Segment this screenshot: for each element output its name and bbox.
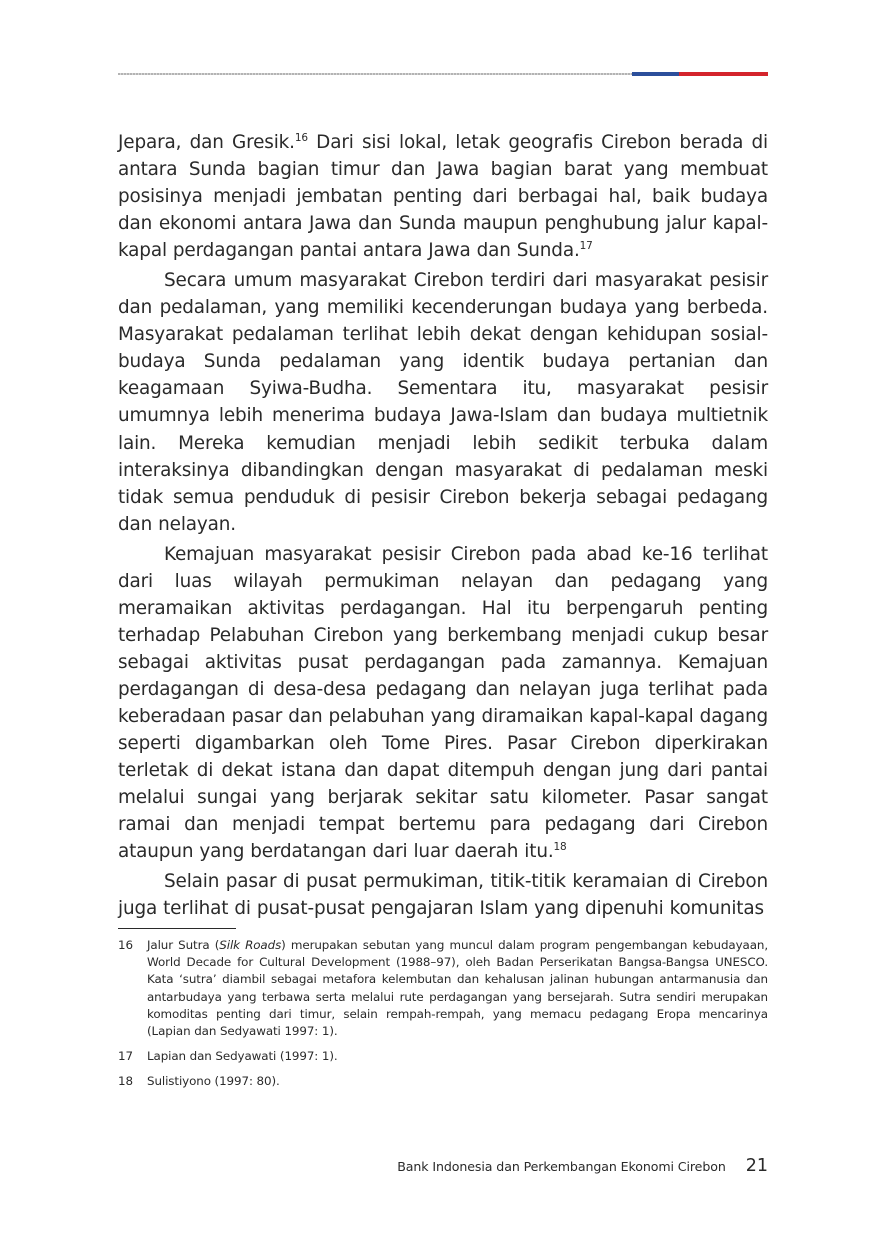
footnote-ref-16[interactable]: 16 <box>294 132 308 144</box>
paragraph-3: Kemajuan masyarakat pesisir Cirebon pada abad ke-16 terlihat dari luas wilayah permukiman nelayan dan pedagang yang meramaikan aktivitas perdagangan. Hal itu berpengaruh penting terhadap Pelabuhan Cirebon yang berkembang menjadi cukup besar sebagai aktivitas pusat perdagangan pada zamannya. Kemajuan perdagangan di desa-desa pedagang dan nelayan juga terlihat pada keberadaan pasar dan pelabuhan yang diramaikan kapal-kapal dagang seperti digambarkan oleh Tome Pires. Pasar Cirebon diperkirakan terletak di dekat istana dan dapat ditempuh dengan jung dari pantai melalui sungai yang berjarak sekitar satu kilometer. Pasar sangat ramai dan menjadi tempat bertemu para pedagang dari Cirebon ataupun yang berdatangan dari luar daerah itu.$^{18}$ <box>118 543 768 863</box>
italic-term: Silk Roads <box>219 938 282 952</box>
footnote-16: 16 Jalur Sutra (Silk Roads) merupakan sebutan yang muncul dalam program pengembangan kebudayaan, World Decade for Cultural Development (1988–97), oleh Badan Perserikatan Bangsa-Bangsa UNESCO. Kata ‘sutra’ diambil sebagai metafora kelembutan dan kehalusan jalinan hubungan antarmanusia dan antarbudaya yang terbawa serta melalui rute perdagangan yang bersejarah. Sutra sendiri merupakan komoditas penting dari timur, selain rempah-rempah, yang memacu pedagang Eropa mencarinya (Lapian dan Sedyawati 1997: 1). <box>118 938 769 1039</box>
footnote-divider <box>118 928 236 929</box>
running-footer-title: Bank Indonesia dan Perkembangan Ekonomi Cirebon <box>397 1159 726 1174</box>
footnote-number: 18 <box>118 1074 133 1089</box>
footnote-number: 16 <box>118 938 133 952</box>
paragraph-4: Selain pasar di pusat permukiman, titik-titik keramaian di Cirebon juga terlihat di pusat-pusat pengajaran Islam yang dipenuhi komunitas <box>118 871 768 920</box>
body-text <box>118 129 768 922</box>
header-rule <box>118 72 768 76</box>
footnote-number: 17 <box>118 1049 133 1064</box>
footnotes <box>118 937 768 1091</box>
header-rule-blue <box>632 72 679 76</box>
page-number: 21 <box>745 1156 768 1176</box>
footnote-18: 18 Sulistiyono (1997: 80). <box>118 1073 768 1090</box>
paragraph-2: Secara umum masyarakat Cirebon terdiri dari masyarakat pesisir dan pedalaman, yang memiliki kecenderungan budaya yang berbeda. Masyarakat pedalaman terlihat lebih dekat dengan kehidupan sosial-budaya Sunda pedalaman yang identik budaya pertanian dan keagamaan Syiwa-Budha. Sementara itu, masyarakat pesisir umumnya lebih menerima budaya Jawa-Islam dan budaya multietnik lain. Mereka kemudian menjadi lebih sedikit terbuka dalam interaksinya dibandingkan dengan masyarakat di pedalaman meski tidak semua penduduk di pesisir Cirebon bekerja sebagai pedagang dan nelayan. <box>118 270 768 535</box>
page-footer <box>397 1156 768 1176</box>
paragraph-1: Jepara, dan Gresik.$^{16}$ Dari sisi lokal, letak geografis Cirebon berada di antara Sunda bagian timur dan Jawa bagian barat yang membuat posisinya menjadi jembatan penting dari berbagai hal, baik budaya dan ekonomi antara Jawa dan Sunda maupun penghubung jalur kapal-kapal perdagangan pantai antara Jawa dan Sunda.$^{17}$ <box>118 132 768 262</box>
header-rule-gray <box>118 73 632 75</box>
footnote-ref-17[interactable]: 17 <box>579 240 593 253</box>
footnote-ref-18[interactable]: 18 <box>553 841 567 854</box>
header-rule-red <box>679 72 768 76</box>
footnote-17: 17 Lapian dan Sedyawati (1997: 1). <box>118 1048 768 1065</box>
